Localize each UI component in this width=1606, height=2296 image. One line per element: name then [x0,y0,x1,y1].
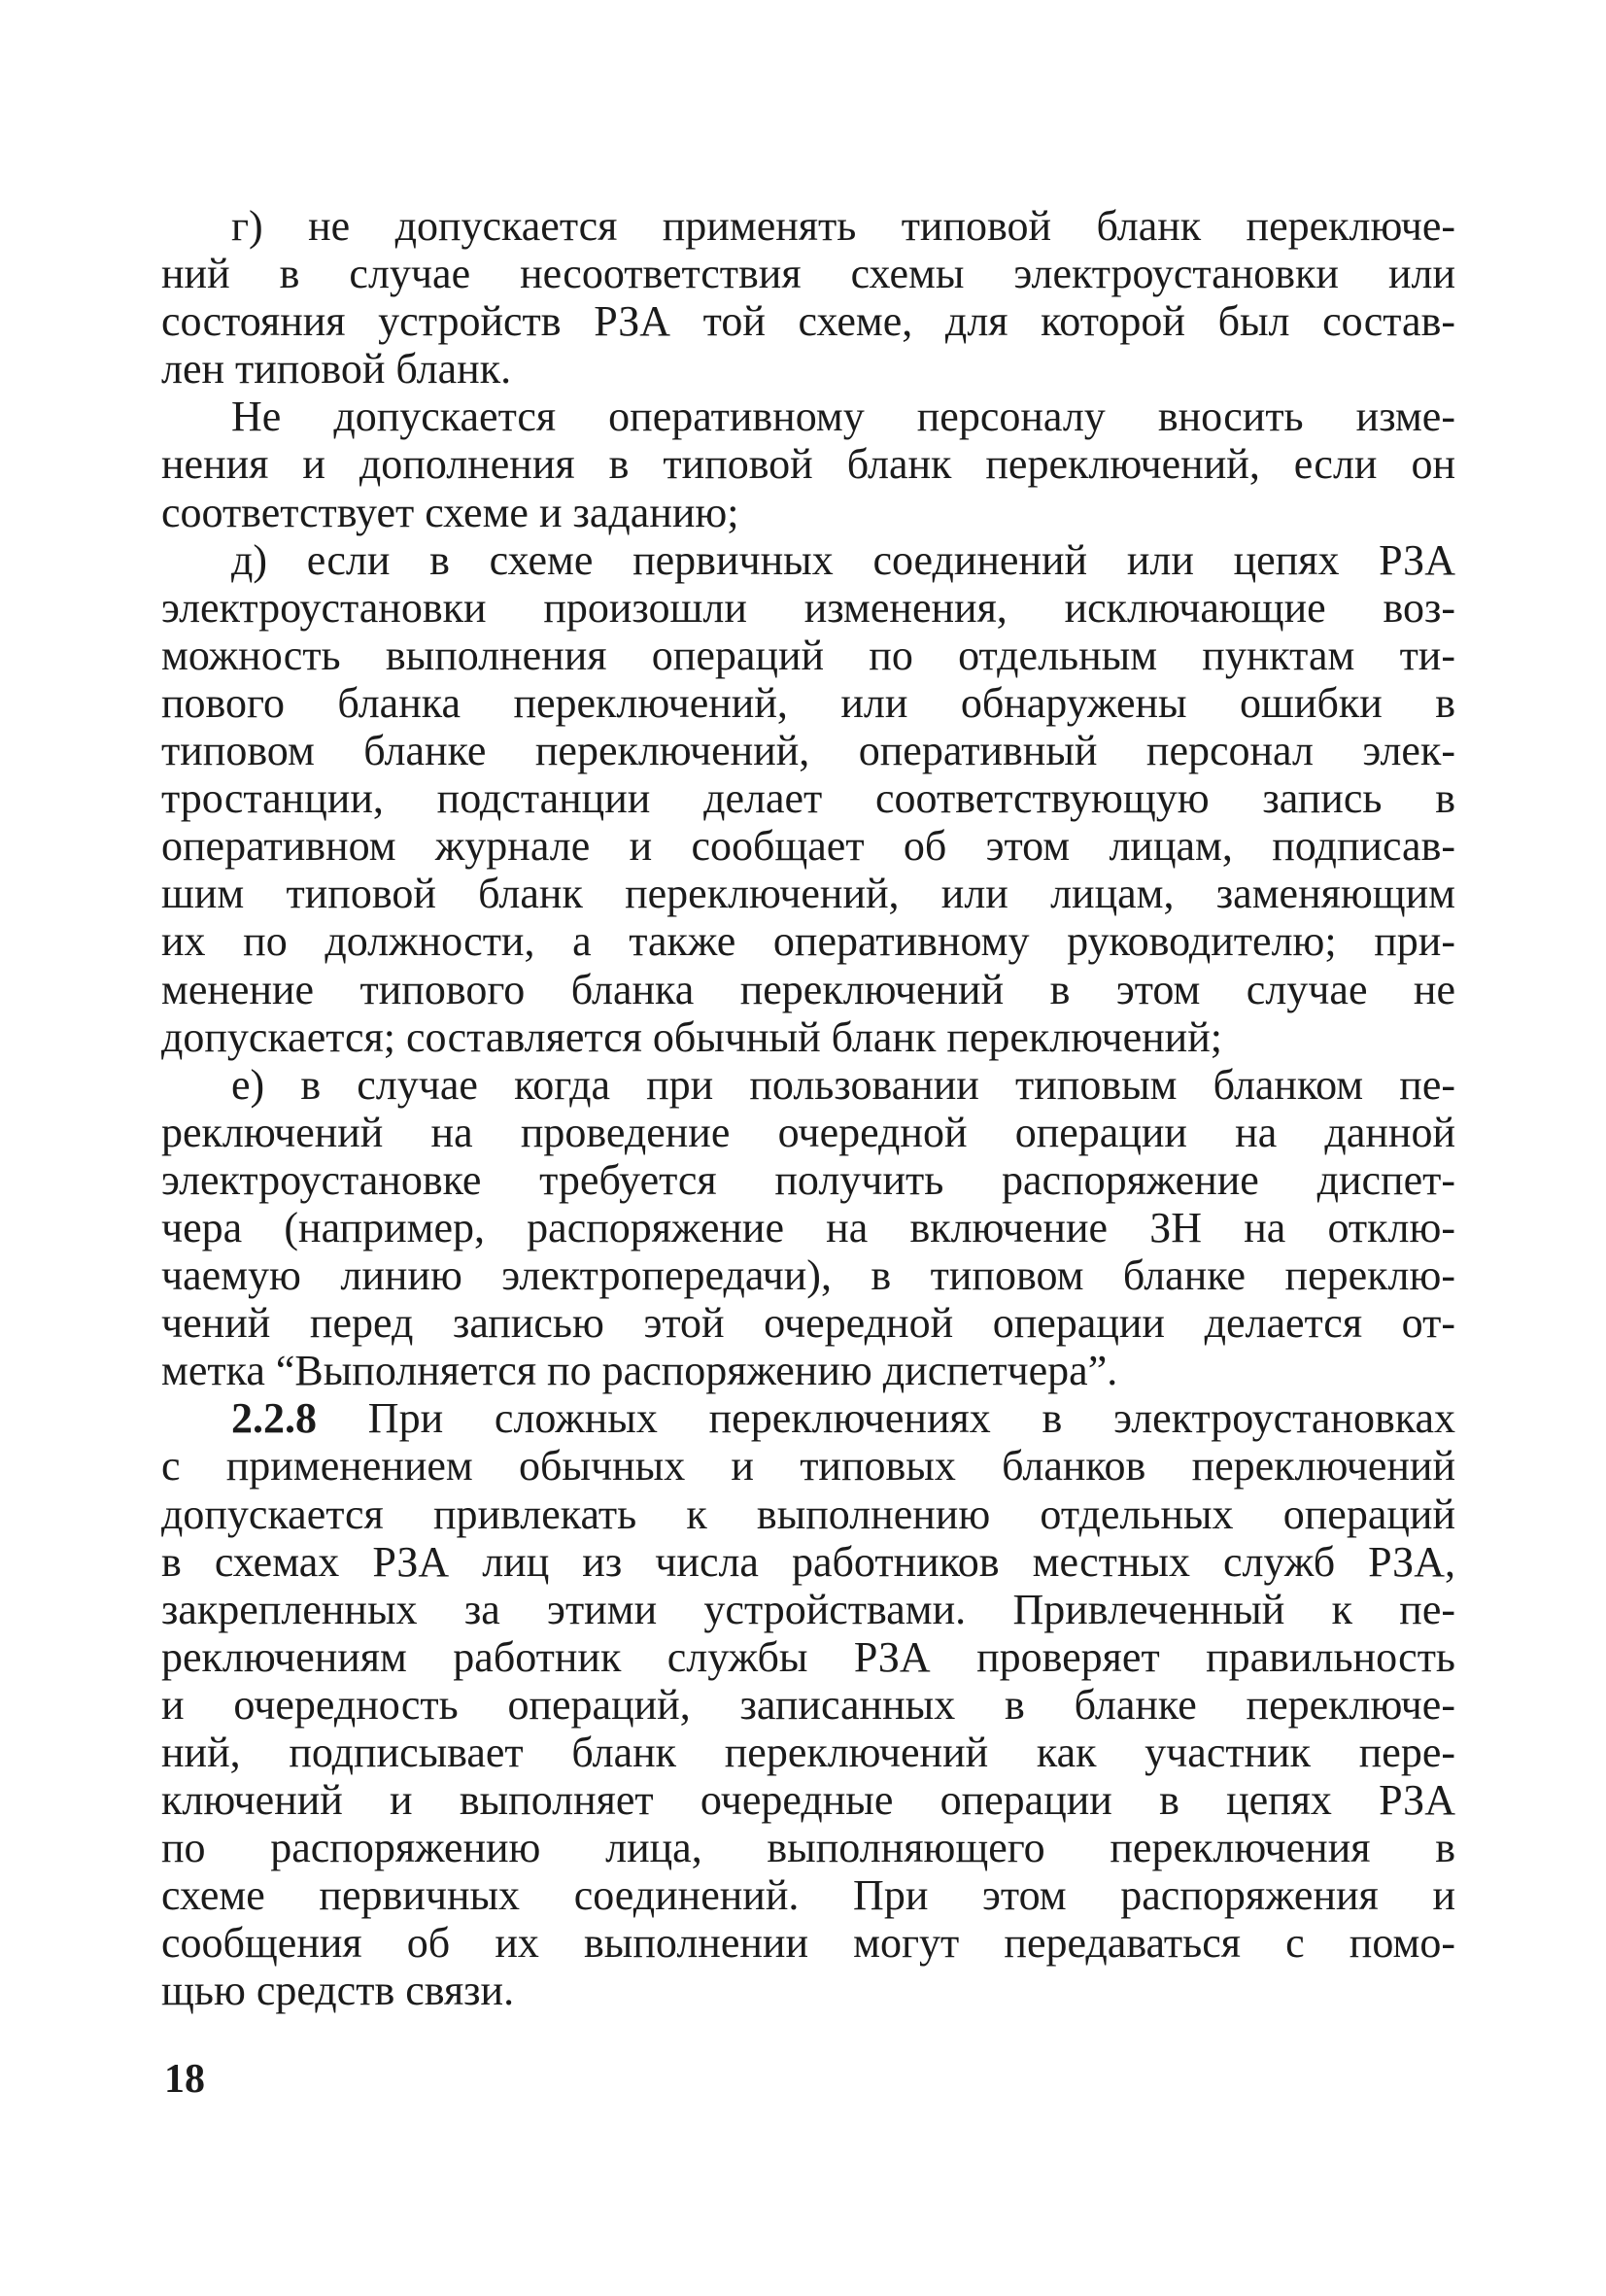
text-line: оперативном журнале и сообщает об этом лицам, подписав- [161,822,1455,871]
text-line: ний, подписывает бланк переключений как участник пере- [161,1729,1455,1776]
body-text [161,202,1455,2015]
text-line: и очередность операций, записанных в бланке переключе- [161,1680,1455,1729]
text-line: ключений и выполняет очередные операции в цепях РЗА [161,1776,1455,1825]
text-line: г) не допускается применять типовой бланк переключе- [231,202,1455,250]
text-line: пового бланка переключений, или обнаружены ошибки в [161,678,1455,727]
text-line: ний в случае несоответствия схемы электроустановки или [161,250,1455,298]
text-line: с применением обычных и типовых бланков переключений [161,1442,1455,1491]
text-line: их по должности, а также оперативному руководителю; при- [161,917,1455,966]
text-line: закрепленных за этими устройствами. Привлеченный к пе- [161,1585,1455,1633]
text-line: схеме первичных соединений. При этом распоряжения и [161,1871,1455,1920]
text-line: щью средств связи. [161,1967,515,2015]
text-line: лен типовой бланк. [161,345,512,394]
text-line: чера (например, распоряжение на включение ЗН на отклю- [161,1203,1455,1251]
text-line: сообщения об их выполнении могут передаваться с помо- [161,1919,1455,1968]
section-number: 2.2.8 [231,1394,317,1443]
section-first-line-text: При сложных переключениях в электроустановках [317,1394,1455,1443]
text-line: д) если в схеме первичных соединений или цепях РЗА [231,535,1455,584]
section-first-line [161,1394,1455,1442]
text-line: допускается; составляется обычный бланк переключений; [161,1012,1222,1061]
text-line: соответствует схеме и заданию; [161,488,739,536]
text-line: по распоряжению лица, выполняющего переключения в [161,1824,1455,1872]
text-line: допускается привлекать к выполнению отдельных операций [161,1490,1455,1538]
text-line: в схемах РЗА лиц из числа работников местных служб РЗА, [161,1537,1455,1586]
text-line: электроустановке требуется получить распоряжение диспет- [161,1155,1455,1204]
text-line: состояния устройств РЗА той схеме, для которой был состав- [161,297,1455,346]
text-line: шим типовой бланк переключений, или лицам, заменяющим [161,870,1455,918]
text-line: метка “Выполняется по распоряжению диспетчера”. [161,1347,1118,1395]
text-line: типовом бланке переключений, оперативный персонал элек- [161,727,1455,775]
text-line: реключений на проведение очередной операции на данной [161,1108,1455,1156]
text-line: нения и дополнения в типовой бланк переключений, если он [161,440,1455,489]
text-line: электроустановки произошли изменения, исключающие воз- [161,583,1455,632]
text-line: тростанции, подстанции делает соответствующую запись в [161,774,1455,823]
text-line: чений перед записью этой очередной операции делается от- [161,1299,1455,1348]
text-line: е) в случае когда при пользовании типовым бланком пе- [231,1060,1455,1109]
text-line: чаемую линию электропередачи), в типовом бланке переклю- [161,1251,1455,1300]
page-number: 18 [164,2057,205,2102]
text-line: Не допускается оперативному персоналу вносить изме- [231,393,1455,441]
text-line: менение типового бланка переключений в этом случае не [161,965,1455,1013]
text-line: можность выполнения операций по отдельным пунктам ти- [161,631,1455,679]
text-line: реключениям работник службы РЗА проверяет правильность [161,1632,1455,1681]
